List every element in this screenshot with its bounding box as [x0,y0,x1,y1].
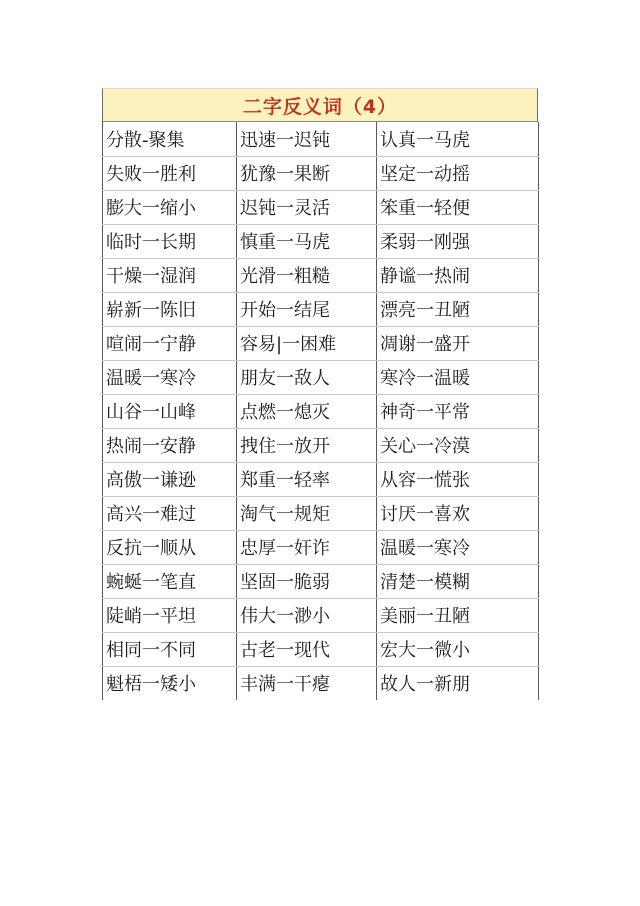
antonym-pair-cell: 柔弱一刚强 [377,224,539,258]
antonym-pair-cell: 喧闹一宁静 [103,326,237,360]
antonym-pair-cell: 点燃一熄灭 [237,394,377,428]
antonym-pair-cell: 丰满一干瘪 [237,666,377,700]
antonym-pair-cell: 温暖一寒冷 [377,530,539,564]
table-row [103,122,539,156]
table-row [103,326,539,360]
antonym-pair-cell: 魁梧一矮小 [103,666,237,700]
antonym-pair-cell: 古老一现代 [237,632,377,666]
antonym-pair-cell: 高兴一难过 [103,496,237,530]
antonym-pair-cell: 开始一结尾 [237,292,377,326]
antonym-pair-cell: 崭新一陈旧 [103,292,237,326]
table-row [103,666,539,700]
table-row [103,156,539,190]
table-row [103,598,539,632]
antonym-pair-cell: 拽住一放开 [237,428,377,462]
antonym-pair-cell: 淘气一规矩 [237,496,377,530]
antonym-pair-cell: 笨重一轻便 [377,190,539,224]
antonym-pair-cell: 凋谢一盛开 [377,326,539,360]
table-row [103,462,539,496]
antonym-pair-cell: 认真一马虎 [377,122,539,156]
antonym-grid [102,122,539,700]
antonym-pair-cell: 温暖一寒冷 [103,360,237,394]
antonym-pair-cell: 相同一不同 [103,632,237,666]
table-row [103,292,539,326]
antonym-pair-cell: 从容一慌张 [377,462,539,496]
antonym-pair-cell: 慎重一马虎 [237,224,377,258]
antonym-pair-cell: 山谷一山峰 [103,394,237,428]
antonym-pair-cell: 朋友一敌人 [237,360,377,394]
antonym-pair-cell: 坚固一脆弱 [237,564,377,598]
antonym-pair-cell: 美丽一丑陋 [377,598,539,632]
antonym-pair-cell: 反抗一顺从 [103,530,237,564]
antonym-pair-cell: 光滑一粗糙 [237,258,377,292]
antonym-pair-cell: 清楚一模糊 [377,564,539,598]
table-row [103,632,539,666]
antonym-pair-cell: 膨大一缩小 [103,190,237,224]
antonym-pair-cell: 神奇一平常 [377,394,539,428]
antonym-pair-cell: 蜿蜒一笔直 [103,564,237,598]
antonym-pair-cell: 静谧一热闹 [377,258,539,292]
table-row [103,564,539,598]
antonym-pair-cell: 故人一新朋 [377,666,539,700]
table-row [103,394,539,428]
antonym-pair-cell: 漂亮一丑陋 [377,292,539,326]
table-row [103,258,539,292]
antonym-pair-cell: 热闹一安静 [103,428,237,462]
antonym-pair-cell: 迅速一迟钝 [237,122,377,156]
antonym-pair-cell: 分散-聚集 [103,122,237,156]
antonym-pair-cell: 失败一胜利 [103,156,237,190]
table-row [103,190,539,224]
antonym-pair-cell: 讨厌一喜欢 [377,496,539,530]
antonym-pair-cell: 关心一冷漠 [377,428,539,462]
antonym-pair-cell: 犹豫一果断 [237,156,377,190]
table-row [103,360,539,394]
table-row [103,224,539,258]
antonym-table [102,88,538,700]
antonym-pair-cell: 干燥一湿润 [103,258,237,292]
antonym-pair-cell: 宏大一微小 [377,632,539,666]
antonym-pair-cell: 郑重一轻率 [237,462,377,496]
antonym-pair-cell: 迟钝一灵活 [237,190,377,224]
antonym-pair-cell: 陡峭一平坦 [103,598,237,632]
table-row [103,530,539,564]
table-header [102,88,538,122]
antonym-pair-cell: 容易|一困难 [237,326,377,360]
antonym-pair-cell: 忠厚一奸诈 [237,530,377,564]
table-row [103,496,539,530]
table-row [103,428,539,462]
antonym-pair-cell: 寒冷一温暖 [377,360,539,394]
antonym-pair-cell: 伟大一渺小 [237,598,377,632]
table-title: 二字反义词（4） [242,95,398,118]
antonym-pair-cell: 坚定一动摇 [377,156,539,190]
antonym-pair-cell: 高傲一谦逊 [103,462,237,496]
antonym-pair-cell: 临时一长期 [103,224,237,258]
